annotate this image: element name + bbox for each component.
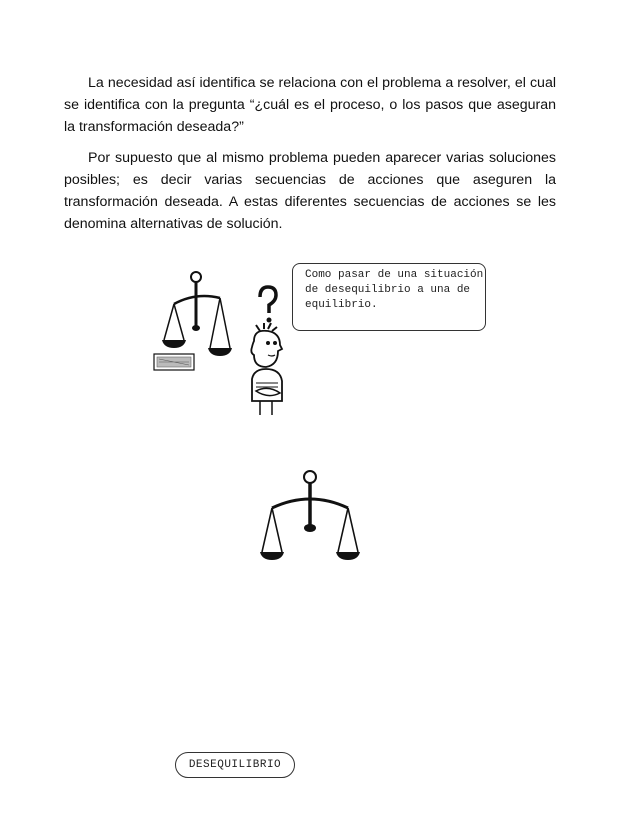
desequilibrio-label: DESEQUILIBRIO	[175, 752, 295, 778]
tilted-balance-scale-icon	[150, 268, 240, 378]
paragraph-need: La necesidad así identifica se relaciona con el problema a resolver, el cual se identifica con la pregunta “¿cuál es el proceso, o los pasos que aseguran la transformación deseada?”	[64, 75, 556, 135]
thinking-person-icon	[238, 283, 298, 418]
speech-bubble: Como pasar de una situación de desequilibrio a una de equilibrio.	[292, 263, 486, 331]
question-mark-icon	[260, 287, 276, 323]
balanced-scale-icon	[258, 468, 362, 574]
paragraph-solutions: Por supuesto que al mismo problema pueden aparecer varias soluciones posibles; es decir varias secuencias de acciones que aseguren la transformación deseada. A estas diferentes secuencias de acciones se les denomina alternativas de solución.	[64, 150, 556, 232]
